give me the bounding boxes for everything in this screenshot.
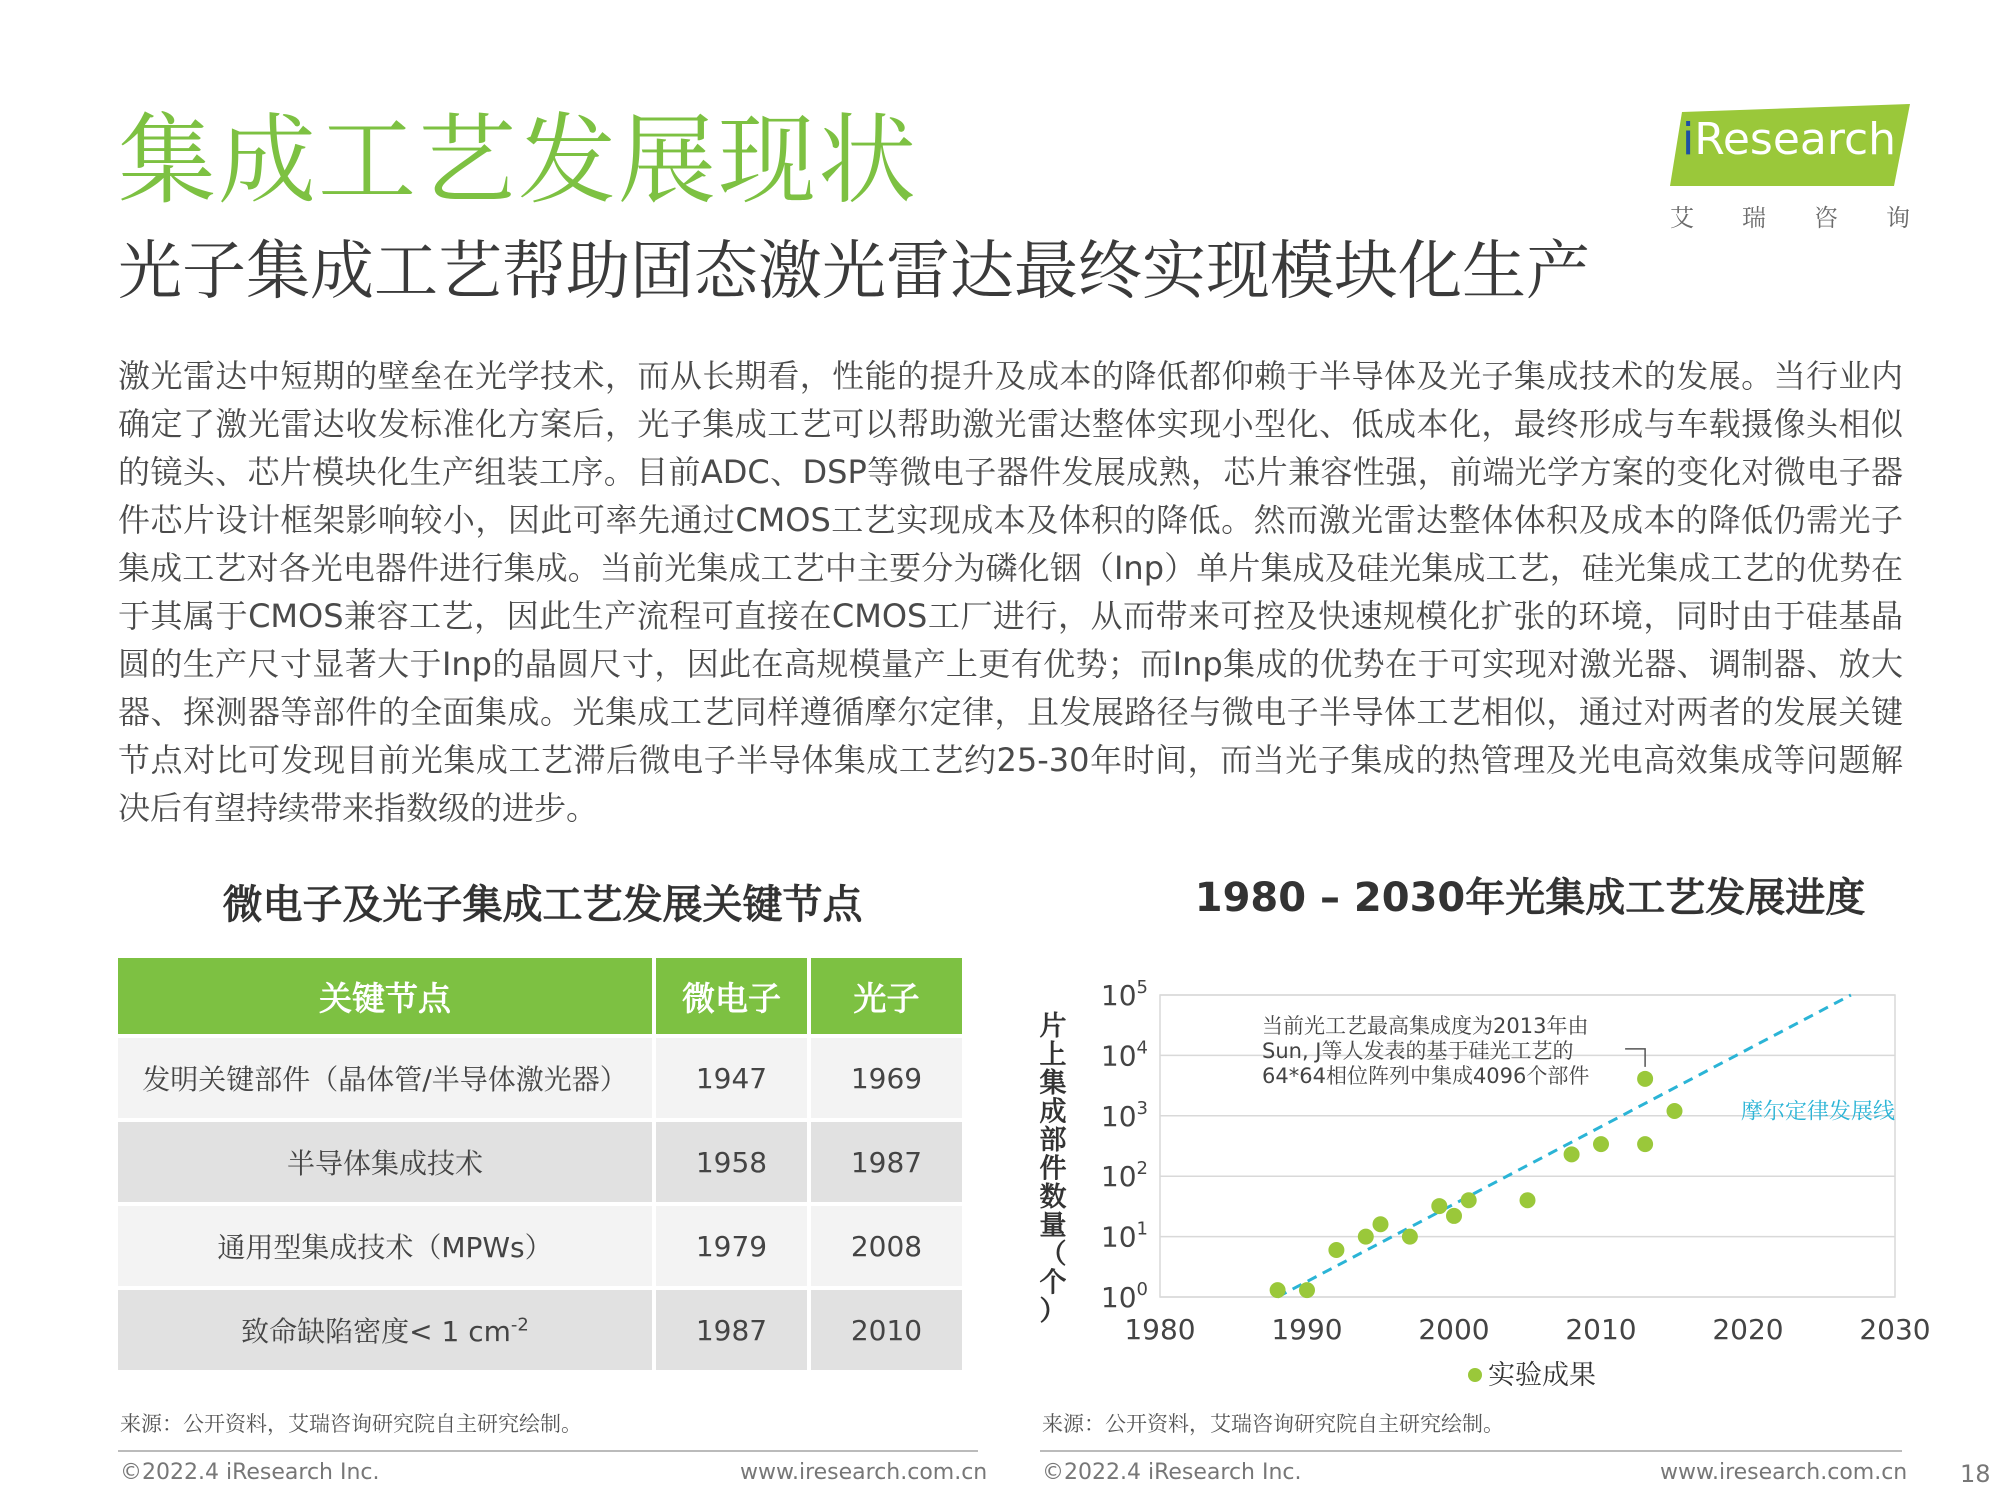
- left-source-note: 来源：公开资料，艾瑞咨询研究院自主研究绘制。: [120, 1412, 582, 1436]
- micro-year-cell: 1958: [656, 1122, 807, 1202]
- y-tick-label: $10^0$: [1100, 1279, 1148, 1314]
- footer-copyright-left: ©2022.4 iResearch Inc.: [120, 1460, 380, 1485]
- y-axis-title-char: 集: [1039, 1068, 1067, 1099]
- annotation-text: 64*64相位阵列中集成4096个部件: [1262, 1064, 1590, 1088]
- data-point: [1270, 1282, 1286, 1298]
- y-axis-title-char: 数: [1039, 1182, 1067, 1213]
- header-micro: 微电子: [656, 958, 807, 1034]
- chart-title: 1980 – 2030年光集成工艺发展进度: [1194, 875, 1866, 921]
- header-node: 关键节点: [118, 958, 652, 1034]
- table-title: 微电子及光子集成工艺发展关键节点: [222, 882, 863, 928]
- footer-divider-left: [118, 1450, 978, 1452]
- y-axis-title-char: 部: [1039, 1125, 1067, 1156]
- data-point: [1358, 1229, 1374, 1245]
- table-row: [118, 1290, 962, 1370]
- header-photon: 光子: [811, 958, 962, 1034]
- page-number: 18: [1960, 1460, 1991, 1488]
- footer-website-right: www.iresearch.com.cn: [1660, 1460, 1908, 1485]
- photon-year-cell: 1987: [811, 1122, 962, 1202]
- footer-website-left: www.iresearch.com.cn: [740, 1460, 988, 1485]
- micro-year-cell: 1979: [656, 1206, 807, 1286]
- data-point: [1446, 1208, 1462, 1224]
- x-tick-label: 1980: [1124, 1313, 1196, 1346]
- y-axis-title-char: 件: [1039, 1153, 1067, 1185]
- y-tick-label: $10^4$: [1100, 1037, 1148, 1073]
- data-point: [1564, 1146, 1580, 1162]
- data-point: [1637, 1071, 1653, 1087]
- y-axis-title-char: 个: [1039, 1267, 1067, 1299]
- table-row: [118, 1038, 962, 1118]
- y-tick-label: $10^5$: [1100, 977, 1148, 1012]
- annotation-leader: [1625, 1049, 1645, 1067]
- y-axis-title-char: 上: [1039, 1039, 1067, 1071]
- y-axis-title-char: 片: [1039, 1011, 1067, 1042]
- logo-brand: iResearch: [1682, 114, 1897, 165]
- x-tick-label: 1990: [1271, 1313, 1343, 1346]
- y-tick-label: $10^2$: [1100, 1158, 1148, 1194]
- y-axis-title-char: 成: [1039, 1096, 1067, 1128]
- data-point: [1461, 1192, 1477, 1208]
- photon-year-cell: 1969: [811, 1038, 962, 1118]
- annotation-text: Sun, J等人发表的基于硅光工艺的: [1262, 1039, 1574, 1063]
- key-nodes-table: [114, 954, 966, 1374]
- y-axis-title-char: 量: [1039, 1210, 1067, 1242]
- footer-divider-right: [1040, 1450, 1902, 1452]
- data-point: [1520, 1192, 1536, 1208]
- x-tick-label: 2010: [1565, 1313, 1637, 1346]
- node-cell: 半导体集成技术: [118, 1122, 652, 1202]
- data-point: [1373, 1216, 1389, 1232]
- y-tick-label: $10^3$: [1100, 1097, 1148, 1133]
- node-cell: 发明关键部件（晶体管/半导体激光器）: [118, 1038, 652, 1118]
- data-point: [1431, 1198, 1447, 1214]
- y-axis-title-char: ）: [1039, 1296, 1067, 1327]
- body-paragraph: 激光雷达中短期的壁垒在光学技术，而从长期看，性能的提升及成本的降低都仰赖于半导体及光子集成技术的发展。当行业内确定了激光雷达收发标准化方案后，光子集成工艺可以帮助激光雷达整体实现小型化、低成本化，最终形成与车载摄像头相似的镜头、芯片模块化生产组装工序。目前ADC、DSP等微电子器件发展成熟，芯片兼容性强，前端光学方案的变化对微电子器件芯片设计框架影响较小，因此可率先通过CMOS工艺实现成本及体积的降低。然而激光雷达整体体积及成本的降低仍需光子集成工艺对各光电器件进行集成。当前光集成工艺中主要分为磷化铟（Inp）单片集成及硅光集成工艺，硅光集成工艺的优势在于其属于CMOS兼容工艺，因此生产流程可直接在CMOS工厂进行，从而带来可控及快速规模化扩张的环境，同时由于硅基晶圆的生产尺寸显著大于Inp的晶圆尺寸，因此在高规模量产上更有优势；而Inp集成的优势在于可实现对激光器、调制器、放大器、探测器等部件的全面集成。光集成工艺同样遵循摩尔定律，且发展路径与微电子半导体工艺相似，通过对两者的发展关键节点对比可发现目前光集成工艺滞后微电子半导体集成工艺约25-30年时间，而当光子集成的热管理及光电高效集成等问题解决后有望持续带来指数级的进步。: [118, 357, 1903, 827]
- data-point: [1593, 1136, 1609, 1152]
- legend-marker: [1468, 1368, 1482, 1382]
- data-point: [1328, 1242, 1344, 1258]
- micro-year-cell: 1987: [656, 1290, 807, 1370]
- x-tick-label: 2000: [1418, 1313, 1490, 1346]
- annotation-text: 当前光工艺最高集成度为2013年由: [1262, 1014, 1589, 1038]
- data-point: [1667, 1103, 1683, 1119]
- table-header-row: [118, 958, 962, 1034]
- legend-label: 实验成果: [1488, 1360, 1596, 1391]
- trend-line-label: 摩尔定律发展线: [1740, 1099, 1895, 1125]
- iresearch-logo: [1660, 104, 1920, 234]
- data-point: [1299, 1282, 1315, 1298]
- micro-year-cell: 1947: [656, 1038, 807, 1118]
- photon-year-cell: 2010: [811, 1290, 962, 1370]
- table-row: [118, 1122, 962, 1202]
- y-tick-label: $10^1$: [1100, 1218, 1148, 1254]
- scatter-chart: [1020, 975, 1960, 1391]
- right-source-note: 来源：公开资料，艾瑞咨询研究院自主研究绘制。: [1042, 1412, 1504, 1436]
- logo-cn-name: 艾 瑞 咨 询: [1670, 204, 1910, 232]
- page-title: 集成工艺发展现状: [118, 104, 919, 218]
- x-tick-label: 2020: [1712, 1313, 1784, 1346]
- node-cell: 致命缺陷密度< 1 $cm^{-2}$: [118, 1290, 652, 1370]
- table-row: [118, 1206, 962, 1286]
- footer-copyright-right: ©2022.4 iResearch Inc.: [1042, 1460, 1302, 1485]
- page-subtitle: 光子集成工艺帮助固态激光雷达最终实现模块化生产: [118, 235, 1590, 309]
- x-tick-label: 2030: [1859, 1313, 1931, 1346]
- data-point: [1402, 1229, 1418, 1245]
- data-point: [1637, 1136, 1653, 1152]
- y-axis-title-char: （: [1039, 1239, 1067, 1270]
- photon-year-cell: 2008: [811, 1206, 962, 1286]
- node-cell: 通用型集成技术（MPWs）: [118, 1206, 652, 1286]
